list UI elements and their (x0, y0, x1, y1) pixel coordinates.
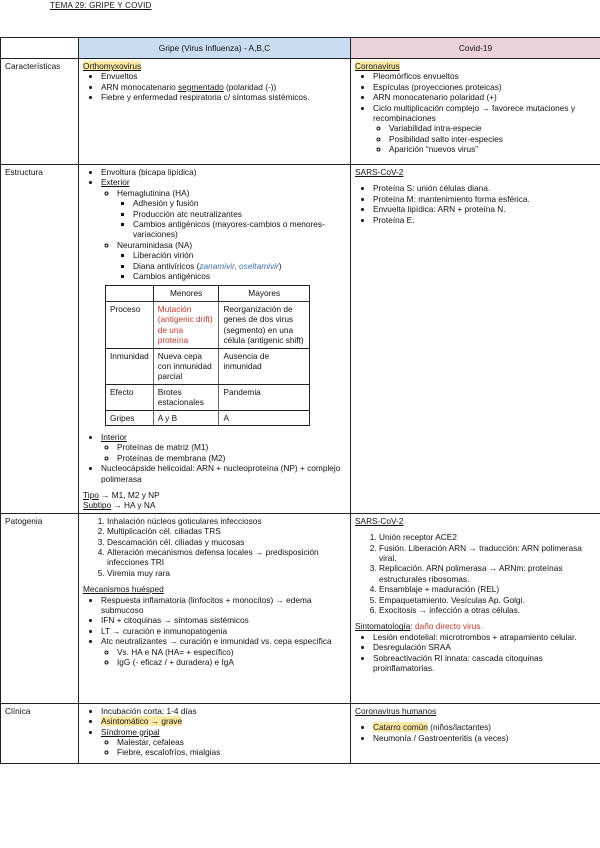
header-row (1, 38, 600, 59)
list-item: • Nucleocápside helicoidal: ARN + nucleoproteína (NP) + complejo polimerasa (101, 463, 346, 484)
sintomatologia-line: Sintomatología: daño directo virus. (355, 621, 483, 632)
list-item: ▪ Cambios antigénicos (mayores-cambios o menores-variaciones) (133, 219, 346, 240)
row-caracteristicas (1, 59, 600, 165)
mini-row (106, 348, 310, 384)
cell-covid-clinica (351, 703, 600, 763)
list-item: • IFN + citoquinas → síntomas sistémicos (101, 615, 346, 625)
list-item: 1. Inhalación núcleos goticulares infecciosos (107, 516, 346, 526)
list-item: ◦ Malestar, cefaleas (117, 737, 346, 747)
list-item: • Incubación corta: 1-4 días (101, 706, 346, 716)
mini-cell: Pandemia (219, 384, 310, 410)
list-item: 2. Fusión. Liberación ARN → traducción: ARN polimerasa viral. (379, 543, 596, 564)
list-item: ▪ Producción atc neutralizantes (133, 209, 346, 219)
exterior-heading: Exterior (101, 177, 130, 188)
comparison-table (0, 37, 600, 764)
list-item: • Atc neutralizantes → curación e inmunidad vs. cepa específica ◦ Vs. HA e NA (HA= + específico) ◦ IgG (- eficaz / + duradera) e IgA (101, 636, 346, 667)
row-label-caracteristicas: Características (1, 59, 79, 165)
list-item: • ARN monocatenario polaridad (+) (373, 92, 596, 102)
cell-covid-patogenia (351, 513, 600, 703)
cell-gripe-caracteristicas (79, 59, 351, 165)
list-item (101, 716, 346, 726)
list-item: • Desregulación SRAA (373, 642, 596, 652)
mini-cell: Reorganización de genes de dos virus (segmento) en una célula (antigenic shift) (219, 301, 310, 348)
mini-cell: Ausencia de inmunidad (219, 348, 310, 384)
list-item: ◦ Proteínas de matriz (M1) (117, 442, 346, 452)
list-item: 4. Ensamblaje + maduración (REL) (379, 584, 596, 594)
document-title: TEMA 29: GRIPE Y COVID (50, 1, 152, 10)
list-item: • Síndrome gripal ◦ Malestar, cefaleas ◦ Fiebre, escalofríos, mialgias (101, 727, 346, 758)
header-covid: Covid-19 (351, 38, 600, 59)
list-item (101, 177, 346, 281)
family-orthomyxovirus: Orthomyxovirus (83, 61, 142, 71)
list-item: • Proteína S: unión células diana. (373, 183, 596, 193)
list-item: ◦ Proteínas de membrana (M2) (117, 453, 346, 463)
mini-cell: Inmunidad (106, 348, 154, 384)
row-label-patogenia: Patogenia (1, 513, 79, 703)
list-item: 2. Multiplicación cél. ciliadas TRS (107, 526, 346, 536)
antiviral-names: zanamivir, oseltamivir (199, 260, 279, 271)
list-item: • Proteína E. (373, 215, 596, 225)
list-item (101, 432, 346, 463)
row-label-clinica: Clínica (1, 703, 79, 763)
list-item: ◦ Hemaglutinina (HA) ▪ Adhesión y fusión ▪ Producción atc neutralizantes ▪ Cambios antigénicos (mayores-cambios o menores-variaciones) (117, 188, 346, 240)
list-item: • Respuesta inflamatoria (linfocitos + monocitos) → edema submucoso (101, 595, 346, 616)
list-item: 5. Empaquetamiento. Vesículas Ap. Golgi. (379, 595, 596, 605)
list-item: • Fiebre y enfermedad respiratoria c/ síntomas sistémicos. (101, 92, 346, 102)
list-item: ◦ Neuraminidasa (NA) ▪ Liberación virión ▪ Diana antivíricos (zanamivir, oseltamivir) ▪ Cambios antigénicos (117, 240, 346, 282)
header-empty-cell (1, 38, 79, 59)
row-label-estructura: Estructura (1, 165, 79, 514)
sars-cov-2-title: SARS-CoV-2 (355, 167, 404, 177)
list-item: ▪ Adhesión y fusión (133, 198, 346, 208)
mini-row (106, 301, 310, 348)
cell-gripe-estructura (79, 165, 351, 514)
tipo-line: Tipo → M1, M2 y NP (83, 489, 160, 500)
segmentado-text: segmentado (178, 81, 224, 92)
mini-cell: Mutación (antigenic drift) de una proteína (153, 301, 219, 348)
list-item: ◦ Aparición “nuevos virus” (389, 144, 596, 154)
mini-cell: Gripes (106, 410, 154, 425)
mini-header: Mayores (219, 286, 310, 301)
list-item: • Sobreactivación RI innata: cascada citoquinas proinflamatorias. (373, 653, 596, 674)
mini-header (106, 286, 154, 301)
list-item: • Envueltos (101, 71, 346, 81)
list-item: 5. Viremia muy rara (107, 568, 346, 578)
mini-cell: Efecto (106, 384, 154, 410)
antigenic-changes-table (105, 285, 310, 425)
row-estructura (1, 165, 600, 514)
row-patogenia (1, 513, 600, 703)
mini-cell: Brotes estacionales (153, 384, 219, 410)
mini-cell: Nueva cepa con inmunidad parcial (153, 348, 219, 384)
list-item: 4. Alteración mecanismos defensa locales → predisposición infecciones TRI (107, 547, 346, 568)
list-item: ◦ Fiebre, escalofríos, mialgias (117, 747, 346, 757)
list-item: ◦ Variabilidad intra-especie (389, 123, 596, 133)
mini-header: Menores (153, 286, 219, 301)
list-item: 6. Exocitosis → infección a otras células. (379, 605, 596, 615)
asintomatico-grave: Asintomático → grave (101, 716, 183, 727)
list-item: • Lesión endotelial: microtrombos + atrapamiento celular. (373, 632, 596, 642)
list-item: 3. Descamación cél. ciliadas y mucosas (107, 537, 346, 547)
list-item: 1. Unión receptor ACE2 (379, 532, 596, 542)
list-item: • LT → curación e inmunopatogenia (101, 626, 346, 636)
mini-row (106, 410, 310, 425)
coronavirus-humanos-title: Coronavirus humanos (355, 705, 437, 716)
list-item: ▪ Diana antivíricos (zanamivir, oseltamivir) (133, 261, 346, 271)
subtipo-line: Subtipo → HA y NA (83, 500, 156, 511)
list-item: • Espículas (proyecciones proteicas) (373, 82, 596, 92)
mini-cell: A y B (153, 410, 219, 425)
list-item: • ARN monocatenario segmentado (polaridad (-)) (101, 82, 346, 92)
cell-covid-caracteristicas (351, 59, 600, 165)
row-clinica (1, 703, 600, 763)
interior-heading: Interior (101, 431, 127, 442)
cell-gripe-patogenia (79, 513, 351, 703)
list-item: • Ciclo multiplicación complejo → favorece mutaciones y recombinaciones ◦ Variabilidad intra-especie ◦ Posibilidad salto inter-especies ◦ Aparición “nuevos virus” (373, 103, 596, 155)
family-coronavirus: Coronavirus (355, 61, 400, 71)
list-item: ▪ Cambios antigénicos (133, 271, 346, 281)
list-item: ◦ Vs. HA e NA (HA= + específico) (117, 647, 346, 657)
catarro-comun: Catarro común (373, 722, 428, 733)
mini-row (106, 384, 310, 410)
list-item: • Catarro común (niños/lactantes) (373, 722, 596, 732)
list-item: ◦ IgG (- eficaz / + duradera) e IgA (117, 657, 346, 667)
list-item: • Envoltura (bicapa lipídica) (101, 167, 346, 177)
list-item: • Pleomórficos envueltos (373, 71, 596, 81)
list-item: • Neumonía / Gastroenteritis (a veces) (373, 733, 596, 743)
header-gripe: Gripe (Virus Influenza) - A,B,C (79, 38, 351, 59)
list-item: 3. Replicación. ARN polimerasa → ARNm: proteínas estructurales ribosomas. (379, 563, 596, 584)
list-item: • Envuelta lipídica: ARN + proteína N. (373, 204, 596, 214)
list-item: • Proteína M: mantenimiento forma esférica. (373, 194, 596, 204)
mini-cell: A (219, 410, 310, 425)
list-item: ▪ Liberación virión (133, 250, 346, 260)
sars-cov-2-title: SARS-CoV-2 (355, 515, 404, 526)
cell-gripe-clinica (79, 703, 351, 763)
mecanismos-title: Mecanismos huésped (83, 584, 164, 595)
cell-covid-estructura (351, 165, 600, 514)
mini-cell: Proceso (106, 301, 154, 348)
mini-header-row (106, 286, 310, 301)
list-item: ◦ Posibilidad salto inter-especies (389, 134, 596, 144)
